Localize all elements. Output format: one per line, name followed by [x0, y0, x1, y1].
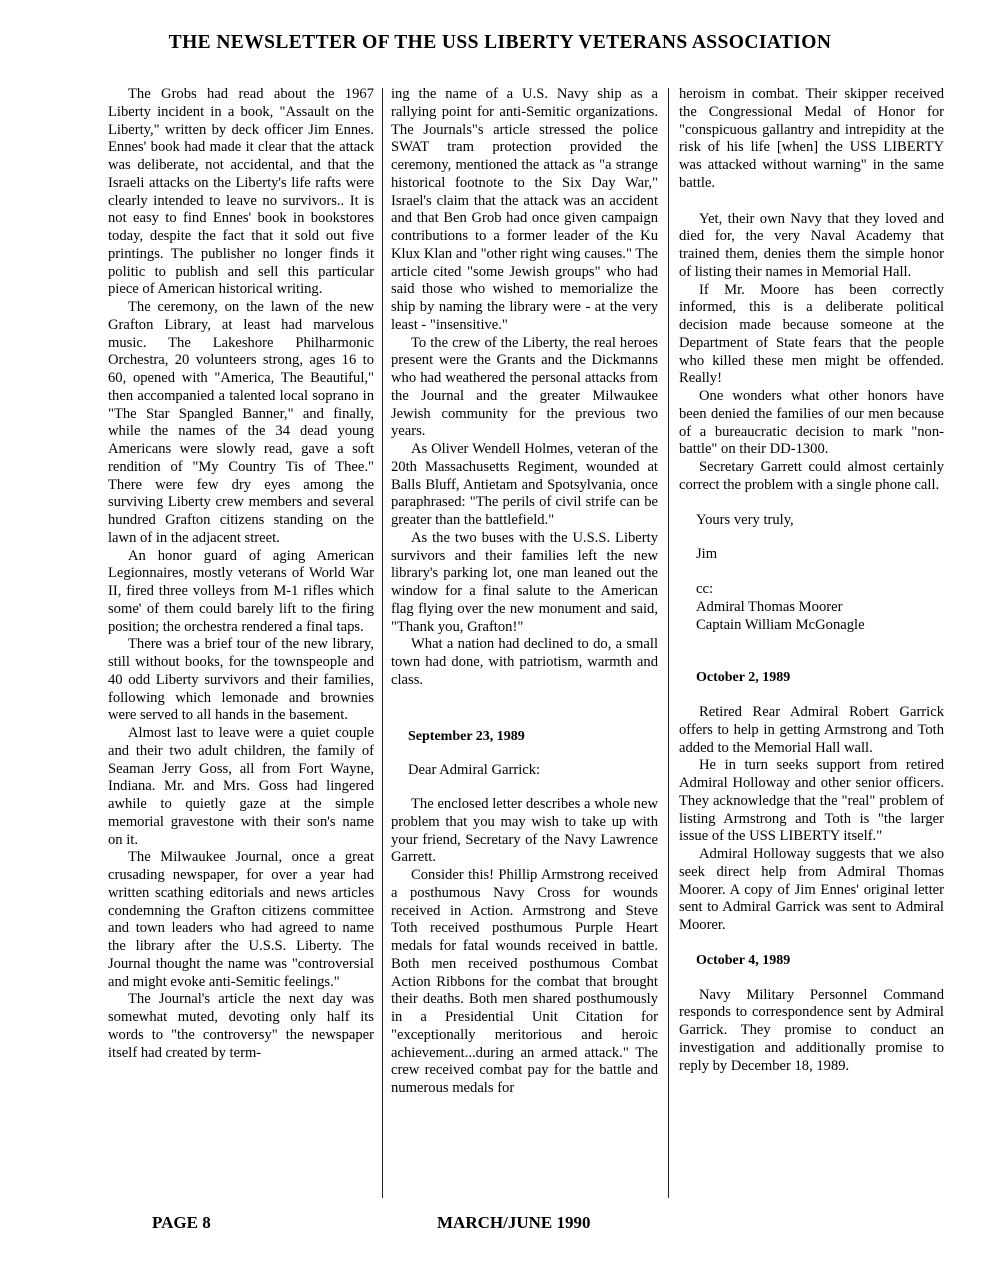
paragraph: The ceremony, on the lawn of the new Grafton Library, at least had marvelous music. The Lakeshore Philharmonic Orchestra, 20 volunteers strong, ages 16 to 60, opened with "America, The Beautiful," then accompanied a talented local soprano in "The Star Spangled Banner," and finally, while the names of the 34 dead young Americans were slowly read, gave a soft rendition of "My Country Tis of Thee." There were few dry eyes among the surviving Liberty crew members and several hundred Grafton citizens standing on the lawn of in the adjacent street.: [108, 299, 374, 546]
letter-greeting: Dear Admiral Garrick:: [408, 762, 541, 779]
cc-label: cc:: [696, 581, 714, 597]
paragraph: The Milwaukee Journal, once a great crusading newspaper, for over a year had written scathing editorials and news articles condemning the Grafton citizens committee and town leaders who had agreed to name the library after the U.S.S. Liberty. The Journal thought the name was "controversial and might evoke anti-Semitic feelings.": [108, 849, 374, 990]
paragraph: Navy Military Personnel Command responds to correspondence sent by Admiral Garrick. They promise to conduct an investigation and additionally promise to reply by December 18, 1989.: [679, 986, 944, 1074]
paragraph: The Journal's article the next day was somewhat muted, devoting only half its words to "the controversy" the newspaper itself had created by term-: [108, 991, 374, 1061]
column-2: [391, 86, 658, 1098]
date-heading: October 2, 1989: [696, 670, 791, 686]
letter-signature: Jim: [696, 546, 718, 563]
paragraph: The Grobs had read about the 1967 Liberty incident in a book, "Assault on the Liberty," written by deck officer Jim Ennes. Ennes' book had made it clear that the attack was deliberate, not accidental, and that the Israeli attacks on the Liberty's life rafts were clearly intended to leave no survivors.. It is not easy to find Ennes' book in bookstores today, despite the fact that it sold out five printings. The publisher no longer finds it politic to publish and sell this particular piece of American historical writing.: [108, 86, 374, 298]
paragraph: There was a brief tour of the new library, still without books, for the townspeople and 40 odd Liberty survivors and their families, following which lemonade and brownies were served to all hands in the basement.: [108, 636, 374, 724]
date-heading: October 4, 1989: [696, 952, 791, 968]
paragraph: He in turn seeks support from retired Admiral Holloway and other senior officers. They acknowledge that the "real" problem of listing Armstrong and Toth is "the larger issue of the USS LIBERTY itself.": [679, 757, 944, 845]
paragraph: To the crew of the Liberty, the real heroes present were the Grants and the Dickmanns who had weathered the personal attacks from the Journal and the greater Milwaukee Jewish community for the previous two years.: [391, 334, 658, 440]
column-3: [679, 86, 944, 1075]
paragraph: heroism in combat. Their skipper received the Congressional Medal of Honor for "conspicuous gallantry and intrepidity at the risk of his life [when] the USS LIBERTY was attacked without warning" in the same battle.: [679, 86, 944, 191]
paragraph: Retired Rear Admiral Robert Garrick offers to help in getting Armstrong and Toth added to the Memorial Hall wall.: [679, 704, 944, 756]
column-divider-right: [668, 88, 669, 1198]
paragraph: Secretary Garrett could almost certainly correct the problem with a single phone call.: [679, 459, 944, 493]
paragraph: The enclosed letter describes a whole new problem that you may wish to take up with your friend, Secretary of the Navy Lawrence Garrett.: [391, 796, 658, 866]
cc-recipient: Admiral Thomas Moorer: [696, 598, 843, 615]
paragraph: Yet, their own Navy that they loved and died for, the very Naval Academy that trained them, denies them the simple honor of listing their names in Memorial Hall.: [679, 210, 944, 280]
paragraph: If Mr. Moore has been correctly informed, this is a deliberate political decision made because someone at the Department of State fears that the people who killed these men might be offended. Really!: [679, 281, 944, 387]
paragraph: Consider this! Phillip Armstrong received a posthumous Navy Cross for wounds received in Action. Armstrong and Steve Toth received posthumous Purple Heart medals for fatal wounds received in battle. Both men received posthumous Combat Action Ribbons for the combat that brought their deaths. Both men shared posthumously in a Presidential Unit Citation for "exceptionally meritorious and heroic achievement...during an armed attack." The crew received combat pay for the battle and numerous medals for: [391, 867, 658, 1096]
paragraph: One wonders what other honors have been denied the families of our men because of a bureaucratic decision to mark "non-battle" on their DD-1300.: [679, 388, 944, 458]
column-1: [108, 86, 374, 1062]
paragraph: As the two buses with the U.S.S. Liberty survivors and their families left the new library's parking lot, one man leaned out the window for a final salute to the American flag flying over the new monument and said, "Thank you, Grafton!": [391, 529, 658, 635]
newsletter-title: THE NEWSLETTER OF THE USS LIBERTY VETERANS ASSOCIATION: [168, 32, 832, 53]
paragraph: An honor guard of aging American Legionnaires, mostly veterans of World War II, fired three volleys from M-1 rifles which some' of them could barely lift to the firing position; the orchestra rendered a final taps.: [108, 547, 374, 635]
column-divider-left: [382, 88, 383, 1198]
issue-date: MARCH/JUNE 1990: [437, 1213, 591, 1232]
letter-closing: Yours very truly,: [696, 511, 794, 528]
paragraph: ing the name of a U.S. Navy ship as a rallying point for anti-Semitic organizations. The Journals"s article stressed the police SWAT tram protection provided the ceremony, mentioned the attack as "a strange historical footnote to the Six Day War," Israel's claim that the attack was an accident and that Ben Grob had once given campaign contributions to a former leader of the Ku Klux Klan and "other right wing causes." The article cited "some Jewish groups" who had said those who wished to memorialize the ship by naming the library were - at the very least - "insensitive.": [391, 86, 658, 333]
paragraph: Almost last to leave were a quiet couple and their two adult children, the family of Seaman Jerry Goss, all from Fort Wayne, Indiana. Mr. and Mrs. Goss had lingered awhile to quietly gaze at the simple memorial gravestone with their son's name on it.: [108, 725, 374, 848]
page-number: PAGE 8: [152, 1213, 211, 1232]
letter-date: September 23, 1989: [408, 728, 525, 744]
paragraph: Admiral Holloway suggests that we also seek direct help from Admiral Thomas Moorer. A copy of Jim Ennes' original letter sent to Admiral Garrick was sent to Admiral Moorer.: [679, 846, 944, 933]
cc-recipient: Captain William McGonagle: [696, 616, 865, 633]
paragraph: What a nation had declined to do, a small town had done, with patriotism, warmth and class.: [391, 636, 658, 688]
paragraph: As Oliver Wendell Holmes, veteran of the 20th Massachusetts Regiment, wounded at Balls Bluff, Antietam and Spotsylvania, once paraphrased: "The perils of civil strife can be greater than the battlefield.": [391, 441, 658, 528]
